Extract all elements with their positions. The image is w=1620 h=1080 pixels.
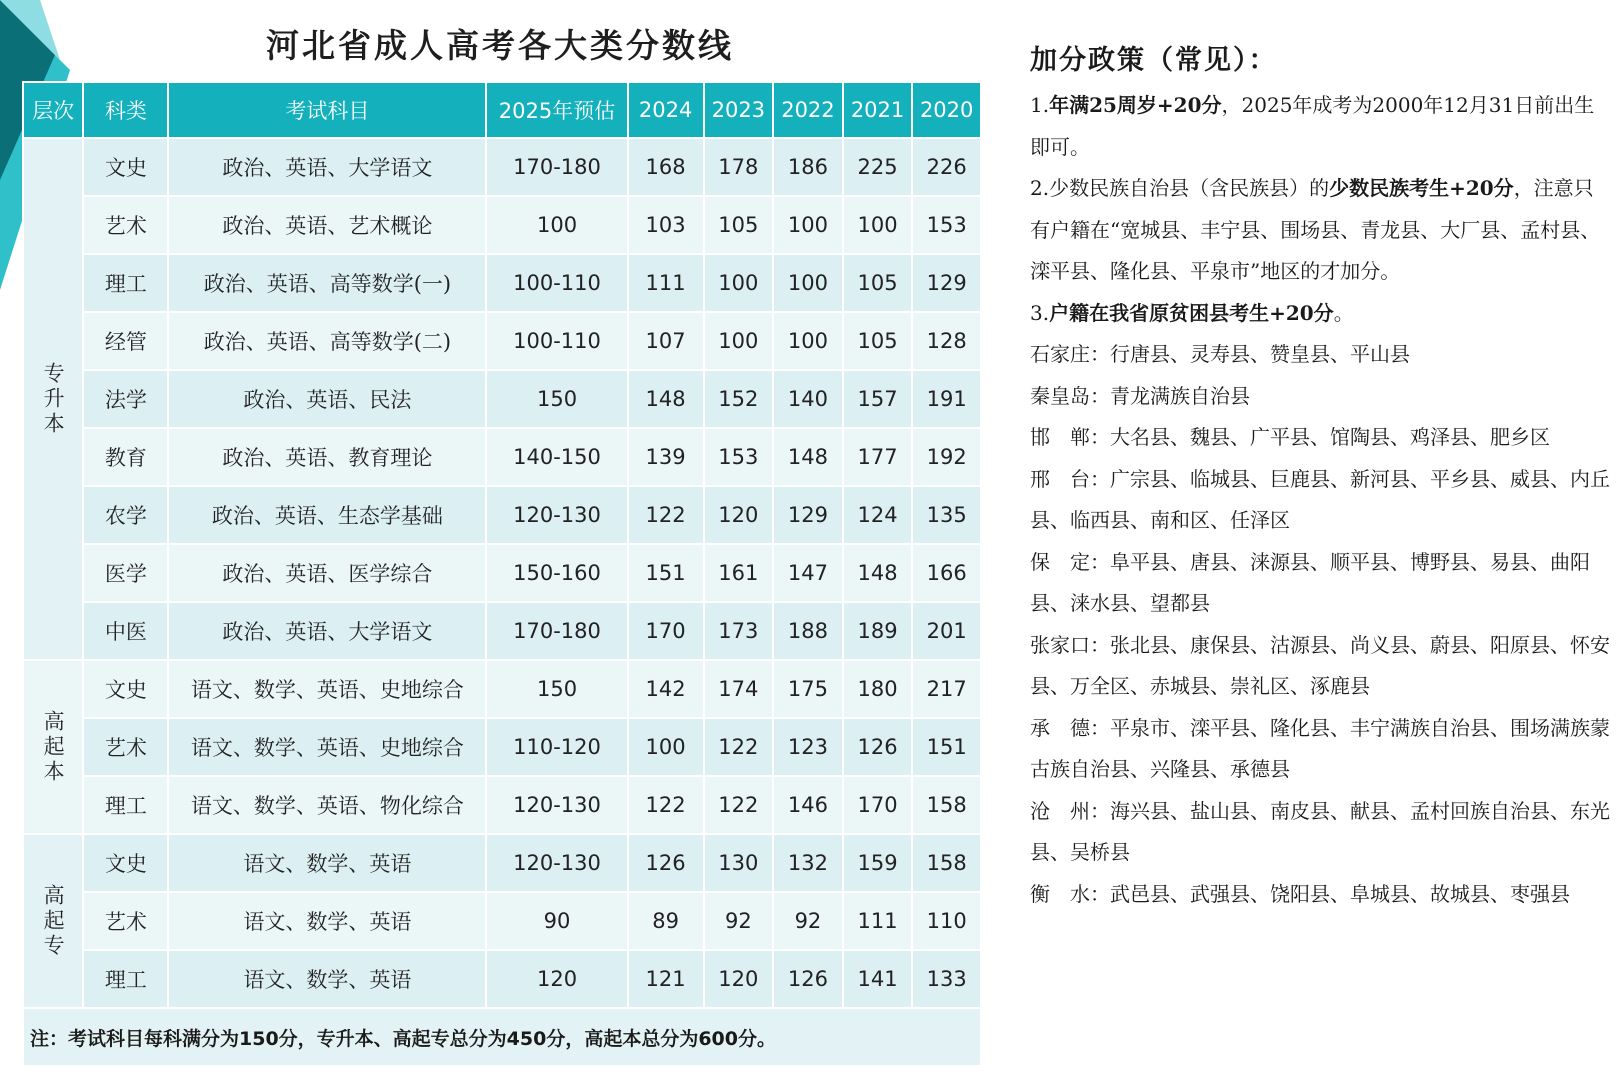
table-row: [23, 834, 981, 892]
policy-item-num: 2.: [1030, 176, 1050, 200]
table-row: [23, 892, 981, 950]
subjects-cell: 政治、英语、民法: [168, 370, 486, 428]
score-cell: 158: [912, 834, 981, 892]
score-cell: 132: [773, 834, 843, 892]
category-cell: 文史: [83, 834, 168, 892]
score-cell: 170-180: [486, 138, 627, 196]
score-cell: 107: [628, 312, 704, 370]
table-row: [23, 486, 981, 544]
policy-item-bold: 少数民族考生+20分: [1329, 176, 1514, 200]
score-cell: 120-130: [486, 834, 627, 892]
category-cell: 医学: [83, 544, 168, 602]
county-list-item: 张家口：张北县、康保县、沽源县、尚义县、蔚县、阳原县、怀安县、万全区、赤城县、崇礼区、涿鹿县: [1030, 632, 1610, 698]
score-cell: 140-150: [486, 428, 627, 486]
score-cell: 168: [628, 138, 704, 196]
score-cell: 150: [486, 370, 627, 428]
score-cell: 120-130: [486, 486, 627, 544]
score-cell: 100: [704, 254, 774, 312]
score-cell: 92: [773, 892, 843, 950]
level-cell: 高起专: [23, 834, 83, 1008]
score-cell: 170: [843, 776, 913, 834]
column-header: 2023: [704, 82, 774, 138]
subjects-cell: 政治、英语、大学语文: [168, 138, 486, 196]
table-row: [23, 544, 981, 602]
county-list-item: 沧 州：海兴县、盐山县、南皮县、献县、孟村回族自治县、东光县、吴桥县: [1030, 798, 1610, 864]
score-cell: 122: [628, 486, 704, 544]
subjects-cell: 语文、数学、英语: [168, 834, 486, 892]
category-cell: 艺术: [83, 892, 168, 950]
score-cell: 120: [704, 486, 774, 544]
score-cell: 103: [628, 196, 704, 254]
subjects-cell: 政治、英语、大学语文: [168, 602, 486, 660]
score-cell: 161: [704, 544, 774, 602]
category-cell: 理工: [83, 776, 168, 834]
policy-item-text: ，注意只有户籍在“宽城县、丰宁县、围场县、青龙县、大厂县、孟村县、滦平县、隆化县、平泉市”地区的才加分。: [1030, 176, 1601, 283]
score-cell: 177: [843, 428, 913, 486]
score-cell: 126: [628, 834, 704, 892]
policy-item-num: 1.: [1030, 93, 1050, 117]
score-cell: 188: [773, 602, 843, 660]
county-list-item: 邯 郸：大名县、魏县、广平县、馆陶县、鸡泽县、肥乡区: [1030, 425, 1550, 449]
policy-item-pre: 少数民族自治县（含民族县）的: [1049, 176, 1330, 200]
score-cell: 152: [704, 370, 774, 428]
score-cell: 180: [843, 660, 913, 718]
score-cell: 105: [843, 254, 913, 312]
score-cell: 140: [773, 370, 843, 428]
score-cell: 120-130: [486, 776, 627, 834]
score-cell: 129: [773, 486, 843, 544]
score-cell: 100-110: [486, 312, 627, 370]
subjects-cell: 政治、英语、高等数学(一): [168, 254, 486, 312]
table-row: [23, 428, 981, 486]
score-cell: 151: [912, 718, 981, 776]
county-list-item: 保 定：阜平县、唐县、涞源县、顺平县、博野县、易县、曲阳县、涞水县、望都县: [1030, 549, 1590, 615]
subjects-cell: 语文、数学、英语、史地综合: [168, 660, 486, 718]
table-row: [23, 950, 981, 1008]
column-header: 考试科目: [168, 82, 486, 138]
county-list-item: 秦皇岛：青龙满族自治县: [1030, 383, 1250, 408]
score-cell: 217: [912, 660, 981, 718]
score-cell: 147: [773, 544, 843, 602]
column-header: 层次: [23, 82, 83, 138]
score-cell: 175: [773, 660, 843, 718]
score-cell: 100: [486, 196, 627, 254]
score-cell: 123: [773, 718, 843, 776]
table-row: [23, 254, 981, 312]
score-cell: 201: [912, 602, 981, 660]
score-cell: 158: [912, 776, 981, 834]
score-cell: 142: [628, 660, 704, 718]
score-cell: 126: [843, 718, 913, 776]
score-cell: 105: [843, 312, 913, 370]
county-list-item: 承 德：平泉市、滦平县、隆化县、丰宁满族自治县、围场满族蒙古族自治县、兴隆县、承德县: [1030, 715, 1610, 781]
score-cell: 226: [912, 138, 981, 196]
subjects-cell: 政治、英语、医学综合: [168, 544, 486, 602]
score-cell: 170-180: [486, 602, 627, 660]
score-cell: 189: [843, 602, 913, 660]
score-cell: 135: [912, 486, 981, 544]
score-cell: 133: [912, 950, 981, 1008]
score-cell: 121: [628, 950, 704, 1008]
score-cell: 100-110: [486, 254, 627, 312]
score-cell: 166: [912, 544, 981, 602]
table-row: [23, 138, 981, 196]
policy-item-bold: 户籍在我省原贫困县考生+20分: [1049, 300, 1334, 325]
score-cell: 146: [773, 776, 843, 834]
score-cell: 100: [628, 718, 704, 776]
score-cell: 128: [912, 312, 981, 370]
level-cell: 专升本: [23, 138, 83, 660]
table-row: [23, 602, 981, 660]
policy-item: [1030, 293, 1610, 335]
subjects-cell: 政治、英语、艺术概论: [168, 196, 486, 254]
level-cell: 高起本: [23, 660, 83, 834]
score-cell: 153: [912, 196, 981, 254]
score-cell: 150: [486, 660, 627, 718]
bonus-policy-panel: [1030, 38, 1610, 915]
score-cell: 150-160: [486, 544, 627, 602]
category-cell: 理工: [83, 950, 168, 1008]
score-cell: 89: [628, 892, 704, 950]
category-cell: 教育: [83, 428, 168, 486]
score-cell: 111: [843, 892, 913, 950]
county-list-item: 石家庄：行唐县、灵寿县、赞皇县、平山县: [1030, 342, 1410, 366]
score-cell: 151: [628, 544, 704, 602]
category-cell: 文史: [83, 138, 168, 196]
score-cell: 100: [773, 254, 843, 312]
county-list-item: 邢 台：广宗县、临城县、巨鹿县、新河县、平乡县、威县、内丘县、临西县、南和区、任泽区: [1030, 466, 1610, 532]
column-header: 2020: [912, 82, 981, 138]
table-row: [23, 370, 981, 428]
table-row: [23, 196, 981, 254]
policy-item-text: ，2025年成考为2000年12月31日前出生即可。: [1030, 93, 1595, 159]
score-cell: 186: [773, 138, 843, 196]
category-cell: 经管: [83, 312, 168, 370]
score-cell: 129: [912, 254, 981, 312]
score-cell: 170: [628, 602, 704, 660]
score-cell: 141: [843, 950, 913, 1008]
score-cell: 148: [628, 370, 704, 428]
score-cell: 126: [773, 950, 843, 1008]
policy-item: [1030, 168, 1610, 293]
score-cell: 90: [486, 892, 627, 950]
score-cell: 100: [773, 312, 843, 370]
county-list-item: 衡 水：武邑县、武强县、饶阳县、阜城县、故城县、枣强县: [1030, 881, 1570, 906]
score-cell: 122: [628, 776, 704, 834]
policy-item-num: 3.: [1030, 300, 1050, 325]
column-header: 2021: [843, 82, 913, 138]
score-cell: 157: [843, 370, 913, 428]
score-cell: 153: [704, 428, 774, 486]
score-cell: 124: [843, 486, 913, 544]
category-cell: 艺术: [83, 718, 168, 776]
subjects-cell: 语文、数学、英语: [168, 892, 486, 950]
category-cell: 中医: [83, 602, 168, 660]
score-cell: 92: [704, 892, 774, 950]
score-cell: 225: [843, 138, 913, 196]
table-row: [23, 660, 981, 718]
score-cell: 111: [628, 254, 704, 312]
column-header: 2022: [773, 82, 843, 138]
category-cell: 农学: [83, 486, 168, 544]
policy-title: 加分政策（常见）：: [1030, 45, 1278, 76]
subjects-cell: 语文、数学、英语、物化综合: [168, 776, 486, 834]
column-header: 2025年预估: [486, 82, 627, 138]
score-cell: 178: [704, 138, 774, 196]
table-note: 注：考试科目每科满分为150分，专升本、高起专总分为450分，高起本总分为600分。: [23, 1008, 981, 1066]
category-cell: 理工: [83, 254, 168, 312]
subjects-cell: 语文、数学、英语: [168, 950, 486, 1008]
subjects-cell: 政治、英语、高等数学(二): [168, 312, 486, 370]
score-cell: 130: [704, 834, 774, 892]
score-cell: 174: [704, 660, 774, 718]
page-title: 河北省成人高考各大类分数线: [266, 26, 734, 65]
score-cell: 122: [704, 776, 774, 834]
table-header-row: [23, 82, 981, 138]
score-table: [22, 81, 982, 1067]
score-cell: 100: [773, 196, 843, 254]
score-cell: 100: [704, 312, 774, 370]
score-cell: 110: [912, 892, 981, 950]
score-cell: 105: [704, 196, 774, 254]
category-cell: 艺术: [83, 196, 168, 254]
score-cell: 159: [843, 834, 913, 892]
subjects-cell: 政治、英语、教育理论: [168, 428, 486, 486]
policy-item: [1030, 85, 1610, 168]
score-cell: 148: [843, 544, 913, 602]
score-cell: 122: [704, 718, 774, 776]
score-cell: 100: [843, 196, 913, 254]
policy-item-text: 。: [1333, 300, 1354, 325]
subjects-cell: 政治、英语、生态学基础: [168, 486, 486, 544]
score-cell: 139: [628, 428, 704, 486]
score-cell: 192: [912, 428, 981, 486]
category-cell: 文史: [83, 660, 168, 718]
column-header: 科类: [83, 82, 168, 138]
score-cell: 191: [912, 370, 981, 428]
score-cell: 120: [704, 950, 774, 1008]
score-cell: 173: [704, 602, 774, 660]
subjects-cell: 语文、数学、英语、史地综合: [168, 718, 486, 776]
column-header: 2024: [628, 82, 704, 138]
score-cell: 120: [486, 950, 627, 1008]
table-row: [23, 312, 981, 370]
policy-item-bold: 年满25周岁+20分: [1049, 93, 1222, 117]
category-cell: 法学: [83, 370, 168, 428]
table-row: [23, 776, 981, 834]
score-cell: 110-120: [486, 718, 627, 776]
table-row: [23, 718, 981, 776]
score-cell: 148: [773, 428, 843, 486]
